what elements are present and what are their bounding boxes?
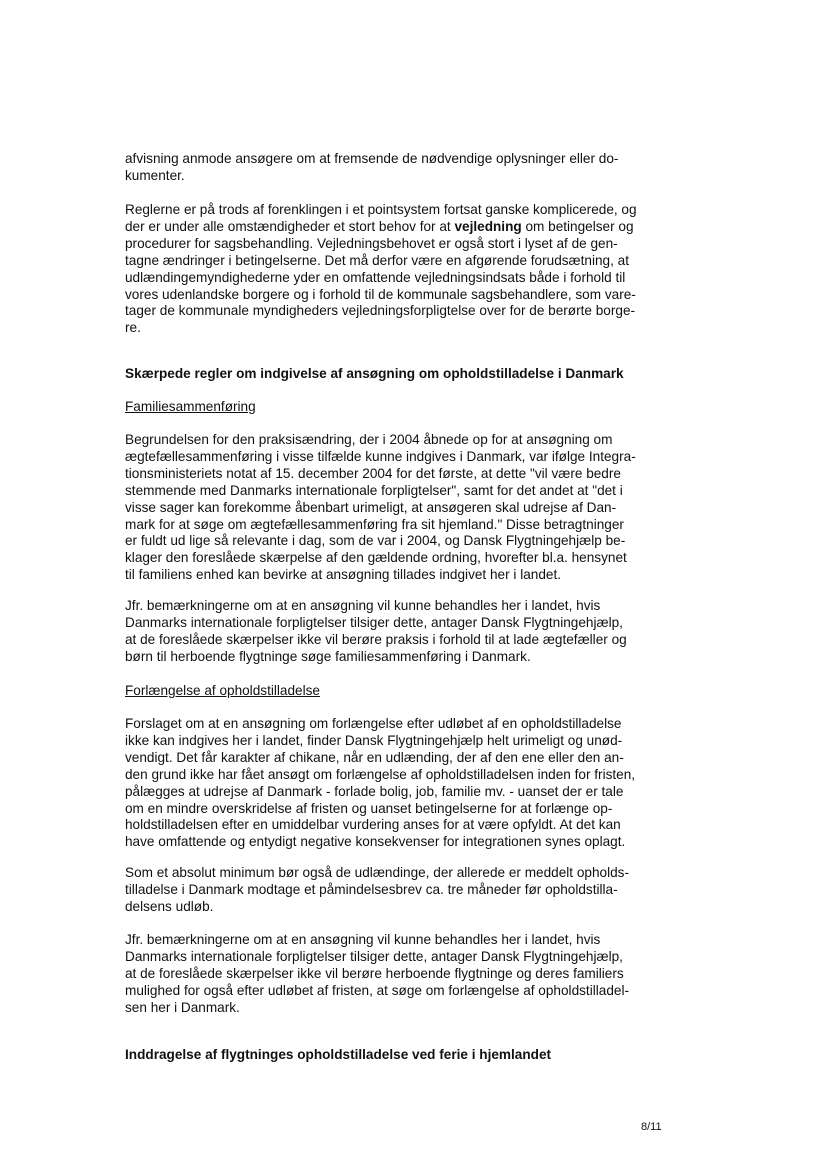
vejledning-paragraph <box>125 202 655 337</box>
text-run: der er under alle omstændigheder et stort behov for at <box>125 218 455 234</box>
familie-paragraph-2 <box>125 598 655 666</box>
text-line: at de foreslåede skærpelser ikke vil berøre herboende flygtninge og deres familiers <box>125 965 624 981</box>
text-line: børn til herboende flygtninge søge familiesammenføring i Danmark. <box>125 648 531 664</box>
text-line: visse sager kan forekomme åbenbart urimeligt, at ansøgeren skal udrejse af Dan- <box>125 499 617 515</box>
text-line <box>125 219 655 236</box>
text-line: at de foreslåede skærpelser ikke vil berøre praksis i forhold til at lade ægtefæller og <box>125 631 627 647</box>
text-run: om betingelser og <box>521 218 634 234</box>
text-line: tionsministeriets notat af 15. december 2004 for det første, at dette "vil være bedre <box>125 465 621 481</box>
text-line: tager de kommunale myndigheders vejledningsforpligtelse over for de berørte borge- <box>125 303 636 319</box>
text-line: til familiens enhed kan bevirke at ansøgning tillades indgivet her i landet. <box>125 567 562 583</box>
page-number: 8/11 <box>641 1121 662 1133</box>
text-line: have omfattende og entydigt negative konsekvenser for integrationen synes oplagt. <box>125 834 626 850</box>
text-line: tilladelse i Danmark modtage et påmindelsesbrev ca. tre måneder før opholdstilla- <box>125 881 618 897</box>
text-line: tagne ændringer i betingelserne. Det må derfor være en afgørende forudsætning, at <box>125 252 630 268</box>
text-line: ægtefællesammenføring i visse tilfælde kunne indgives i Danmark, var ifølge Integra- <box>125 448 636 464</box>
text-line: sen her i Danmark. <box>125 999 240 1015</box>
familie-paragraph-1 <box>125 432 655 584</box>
text-line: afvisning anmode ansøgere om at fremsende de nødvendige oplysninger eller do- <box>125 151 619 166</box>
subsection-heading-familiesammenforing: Familiesammenføring <box>125 399 256 414</box>
text-line: Reglerne er på trods af forenklingen i et pointsystem fortsat ganske komplicerede, og <box>125 202 637 217</box>
text-line: mulighed for også efter udløbet af fristen, at søge om forlængelse af opholdstilladel- <box>125 982 629 998</box>
text-line: pålægges at udrejse af Danmark - forlade bolig, job, familie mv. - uanset der er tale <box>125 783 624 799</box>
text-line: vendigt. Det får karakter af chikane, når en udlænding, der af den ene eller den an- <box>125 749 624 765</box>
text-line: holdstilladelsen efter en umiddelbar vurdering anses for at være opfyldt. At det kan <box>125 817 621 833</box>
text-line: Jfr. bemærkningerne om at en ansøgning vil kunne behandles her i landet, hvis <box>125 932 601 947</box>
section-heading: Skærpede regler om indgivelse af ansøgning om opholdstilladelse i Danmark <box>125 366 624 381</box>
text-line: delsens udløb. <box>125 898 214 914</box>
subsection-heading-forlaengelse: Forlængelse af opholdstilladelse <box>125 683 320 698</box>
text-line: klager den foreslåede skærpelse af den gældende ordning, hvorefter bl.a. hensynet <box>125 550 627 566</box>
text-line: Som et absolut minimum bør også de udlændinge, der allerede er meddelt opholds- <box>125 865 629 880</box>
emphasis-vejledning: vejledning <box>454 218 522 234</box>
intro-paragraph <box>125 151 655 185</box>
forlaengelse-paragraph-3 <box>125 932 655 1017</box>
text-line: om en mindre overskridelse af fristen og uanset betingelserne for at forlænge op- <box>125 800 613 816</box>
text-line: kumenter. <box>125 167 185 183</box>
text-line: Jfr. bemærkningerne om at en ansøgning vil kunne behandles her i landet, hvis <box>125 598 601 613</box>
text-line: Begrundelsen for den praksisændring, der i 2004 åbnede op for at ansøgning om <box>125 432 613 447</box>
text-line: Danmarks internationale forpligtelser tilsiger dette, antager Dansk Flygtningehjælp, <box>125 614 623 630</box>
section-heading: Inddragelse af flygtninges opholdstilladelse ved ferie i hjemlandet <box>125 1047 552 1062</box>
text-line: procedurer for sagsbehandling. Vejledningsbehovet er også stort i lyset af de gen- <box>125 235 618 251</box>
text-line: Forslaget om at en ansøgning om forlængelse efter udløbet af en opholdstilladelse <box>125 716 622 731</box>
forlaengelse-paragraph-1 <box>125 716 655 851</box>
text-line: udlændingemyndighederne yder en omfattende vejledningsindsats både i forhold til <box>125 269 626 285</box>
text-line: ikke kan indgives her i landet, finder Dansk Flygtningehjælp helt urimeligt og unød- <box>125 732 623 748</box>
text-line: re. <box>125 320 141 336</box>
text-line: vores udenlandske borgere og i forhold til de kommunale sagsbehandlere, som vare- <box>125 286 636 302</box>
forlaengelse-paragraph-2 <box>125 865 655 916</box>
text-line: den grund ikke har fået ansøgt om forlængelse af opholdstilladelsen inden for fristen, <box>125 766 636 782</box>
text-line: Danmarks internationale forpligtelser tilsiger dette, antager Dansk Flygtningehjælp, <box>125 948 623 964</box>
text-line: mark for at søge om ægtefællesammenføring fra sit hjemland." Disse betragtninger <box>125 516 624 532</box>
text-line: er fuldt ud lige så relevante i dag, som de var i 2004, og Dansk Flygtningehjælp be- <box>125 533 626 549</box>
text-line: stemmende med Danmarks internationale forpligtelser", samt for det andet at "det i <box>125 482 623 498</box>
